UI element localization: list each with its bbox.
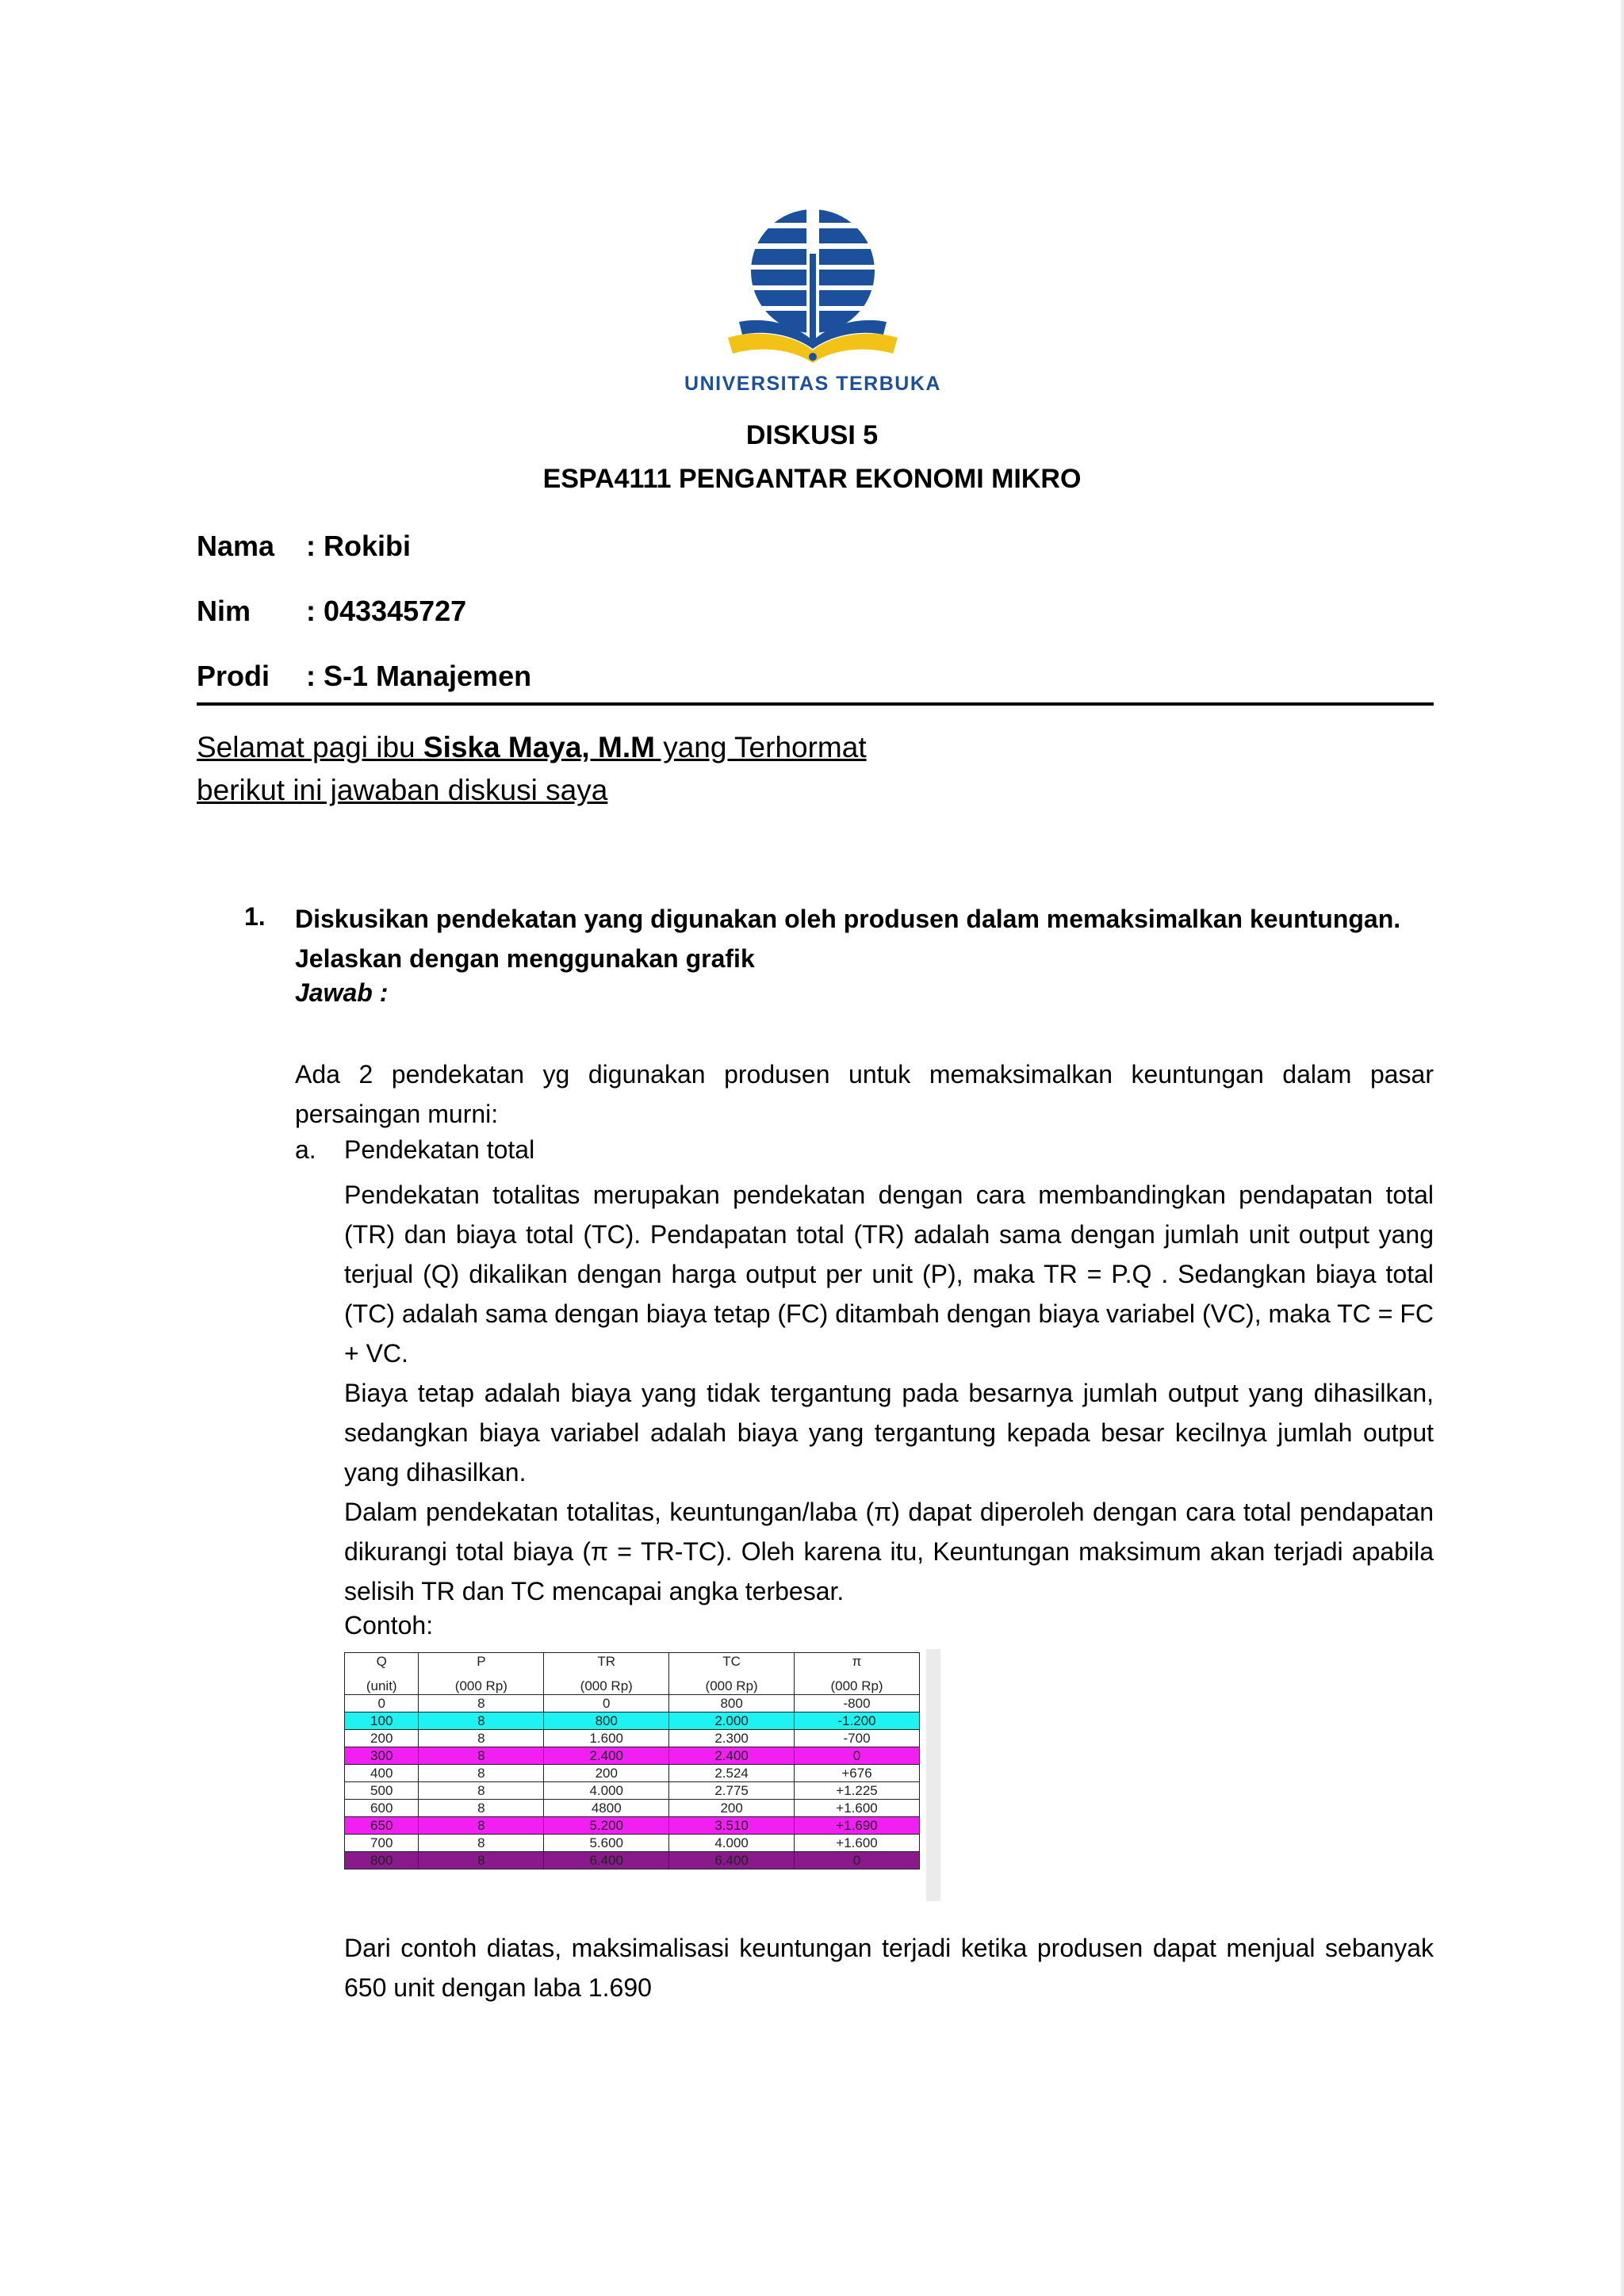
info-prodi <box>197 660 531 693</box>
cell: 8 <box>419 1747 544 1765</box>
answer-conclusion: Dari contoh diatas, maksimalisasi keuntungan terjadi ketika produsen dapat menjual sebanyak 650 unit dengan laba 1.690 <box>344 1934 1434 2002</box>
sub-a-title: Pendekatan total <box>344 1135 535 1164</box>
cell: 800 <box>669 1695 795 1712</box>
cell: 200 <box>669 1800 795 1817</box>
cell: 200 <box>544 1765 669 1782</box>
cell: +1.600 <box>795 1835 920 1852</box>
answer-intro: Ada 2 pendekatan yg digunakan produsen untuk memaksimalkan keuntungan dalam pasar persaingan murni: <box>295 1060 1434 1128</box>
cell: 700 <box>345 1835 419 1852</box>
cell: +1.600 <box>795 1800 920 1817</box>
cell: 0 <box>345 1695 419 1712</box>
cell: 8 <box>419 1730 544 1747</box>
table-row <box>345 1852 920 1869</box>
cell: 100 <box>345 1712 419 1730</box>
table-row <box>345 1782 920 1800</box>
header-pi: π <box>795 1653 920 1676</box>
cell: 650 <box>345 1817 419 1835</box>
question-text <box>295 899 1434 978</box>
cell: -800 <box>795 1695 920 1712</box>
profit-table <box>344 1652 920 1869</box>
table-row <box>345 1747 920 1765</box>
page-edge <box>1621 0 1624 2296</box>
cell: 0 <box>544 1695 669 1712</box>
cell: 8 <box>419 1695 544 1712</box>
cell: 2.524 <box>669 1765 795 1782</box>
unit-tr: (000 Rp) <box>544 1675 669 1695</box>
question-number: 1. <box>244 902 266 931</box>
cell: 600 <box>345 1800 419 1817</box>
cell: 2.400 <box>544 1747 669 1765</box>
sub-a-marker: a. <box>295 1135 316 1164</box>
question-line-1: Diskusikan pendekatan yang digunakan oleh produsen dalam memaksimalkan keuntungan. <box>295 905 1401 933</box>
cell: +676 <box>795 1765 920 1782</box>
cell: 5.200 <box>544 1817 669 1835</box>
info-nim <box>197 595 466 628</box>
header-q: Q <box>345 1653 419 1676</box>
unit-p: (000 Rp) <box>419 1675 544 1695</box>
example-table <box>344 1652 920 1869</box>
cell: -1.200 <box>795 1712 920 1730</box>
cell: 8 <box>419 1835 544 1852</box>
cell: 4800 <box>544 1800 669 1817</box>
cell: 200 <box>345 1730 419 1747</box>
greeting-prefix: Selamat pagi ibu <box>197 731 423 763</box>
course-title: ESPA4111 PENGANTAR EKONOMI MIKRO <box>542 464 1082 494</box>
greeting-line-1 <box>197 731 867 764</box>
cell: +1.690 <box>795 1817 920 1835</box>
greeting-suffix: yang Terhormat <box>654 731 867 763</box>
table-row <box>345 1695 920 1712</box>
table-image-border <box>926 1649 940 1901</box>
info-nama <box>197 530 411 563</box>
cell: +1.225 <box>795 1782 920 1800</box>
cell: 3.510 <box>669 1817 795 1835</box>
prodi-value: : S-1 Manajemen <box>306 660 532 692</box>
cell: 6.400 <box>544 1852 669 1869</box>
question-line-2: Jelaskan dengan menggunakan grafik <box>295 944 755 973</box>
cell: 5.600 <box>544 1835 669 1852</box>
logo-text: UNIVERSITAS TERBUKA <box>684 373 941 395</box>
cell: -700 <box>795 1730 920 1747</box>
nama-value: : Rokibi <box>306 530 411 562</box>
table-row <box>345 1712 920 1730</box>
nim-value: : 043345727 <box>306 595 467 627</box>
answer-paragraph-3: Dalam pendekatan totalitas, keuntungan/laba (π) dapat diperoleh dengan cara total pendapatan dikurangi total biaya (π = TR-TC). Oleh karena itu, Keuntungan maksimum akan terjadi apabila selisih TR dan TC mencapai angka terbesar. <box>344 1498 1434 1605</box>
table-row <box>345 1730 920 1747</box>
table-unit-row <box>345 1675 920 1695</box>
table-header-row <box>345 1653 920 1676</box>
header-tc: TC <box>669 1653 795 1676</box>
unit-q: (unit) <box>345 1675 419 1695</box>
table-row <box>345 1835 920 1852</box>
cell: 4.000 <box>669 1835 795 1852</box>
unit-tc: (000 Rp) <box>669 1675 795 1695</box>
nim-label: Nim <box>197 595 251 627</box>
document-title: DISKUSI 5 <box>745 420 879 450</box>
header-divider <box>197 702 1434 706</box>
answer-paragraph-1: Pendekatan totalitas merupakan pendekatan dengan cara membandingkan pendapatan total (TR) dan biaya total (TC). Pendapatan total (TR) adalah sama dengan jumlah unit output yang terjual (Q) dikalikan dengan harga output per unit (P), maka TR = P.Q . Sedangkan biaya total (TC) adalah sama dengan biaya tetap (FC) ditambah dengan biaya variabel (VC), maka TC = FC + VC. <box>344 1181 1434 1368</box>
lecturer-name: Siska Maya, M.M <box>423 731 655 763</box>
cell: 8 <box>419 1712 544 1730</box>
cell: 0 <box>795 1747 920 1765</box>
table-row <box>345 1800 920 1817</box>
cell: 500 <box>345 1782 419 1800</box>
cell: 2.300 <box>669 1730 795 1747</box>
cell: 0 <box>795 1852 920 1869</box>
cell: 4.000 <box>544 1782 669 1800</box>
header-tr: TR <box>544 1653 669 1676</box>
cell: 8 <box>419 1765 544 1782</box>
cell: 8 <box>419 1817 544 1835</box>
cell: 8 <box>419 1782 544 1800</box>
cell: 1.600 <box>544 1730 669 1747</box>
cell: 400 <box>345 1765 419 1782</box>
prodi-label: Prodi <box>197 660 270 692</box>
greeting-line-2: berikut ini jawaban diskusi saya <box>197 774 608 806</box>
jawab-label: Jawab : <box>295 978 389 1007</box>
cell: 2.775 <box>669 1782 795 1800</box>
unit-pi: (000 Rp) <box>795 1675 920 1695</box>
cell: 800 <box>544 1712 669 1730</box>
contoh-label: Contoh: <box>344 1611 434 1640</box>
table-row <box>345 1817 920 1835</box>
cell: 2.400 <box>669 1747 795 1765</box>
cell: 800 <box>345 1852 419 1869</box>
cell: 6.400 <box>669 1852 795 1869</box>
cell: 8 <box>419 1800 544 1817</box>
answer-paragraph-2: Biaya tetap adalah biaya yang tidak tergantung pada besarnya jumlah output yang dihasilkan, sedangkan biaya variabel adalah biaya yang tergantung kepada besar kecilnya jumlah output yang dihasilkan. <box>344 1379 1434 1487</box>
nama-label: Nama <box>197 530 275 562</box>
cell: 300 <box>345 1747 419 1765</box>
cell: 2.000 <box>669 1712 795 1730</box>
table-row <box>345 1765 920 1782</box>
universitas-terbuka-logo <box>674 190 952 396</box>
cell: 8 <box>419 1852 544 1869</box>
header-p: P <box>419 1653 544 1676</box>
